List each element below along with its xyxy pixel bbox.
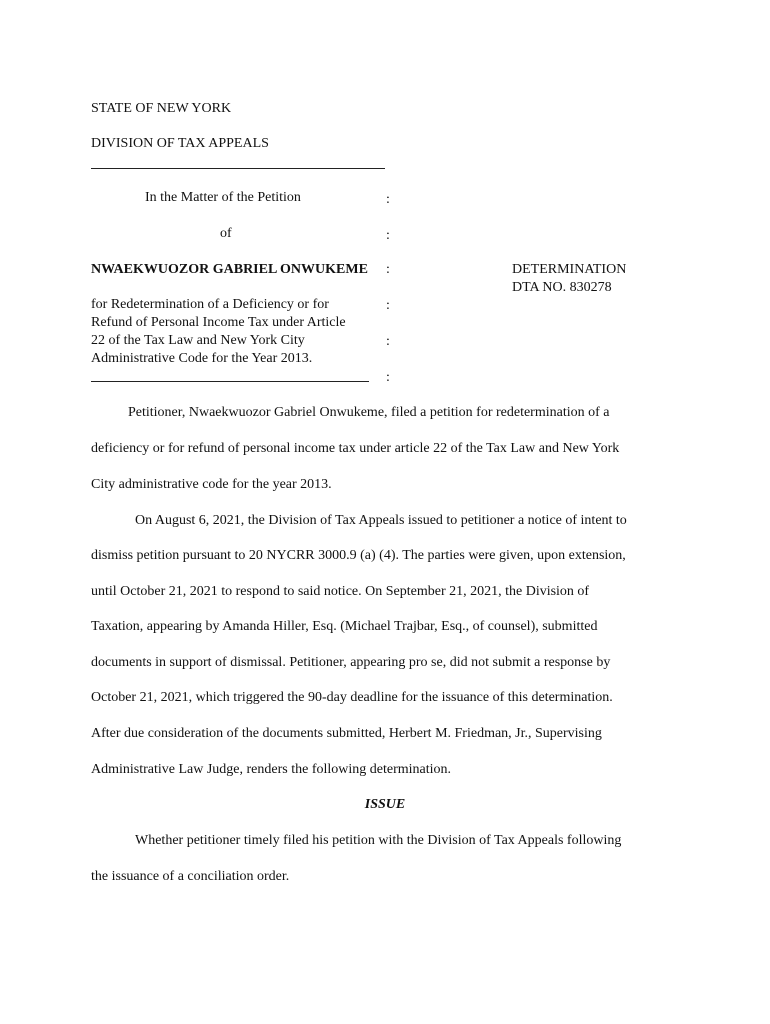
body-line: documents in support of dismissal. Petitioner, appearing pro se, did not submit a response by [91,655,611,670]
header-divider [91,168,385,169]
body-line: Taxation, appearing by Amanda Hiller, Esq. (Michael Trajbar, Esq., of counsel), submitted [91,619,598,634]
dta-number: DTA NO. 830278 [512,280,612,295]
caption-colon: : [386,192,390,207]
body-line: After due consideration of the documents submitted, Herbert M. Friedman, Jr., Supervising [91,726,602,741]
matter-line: In the Matter of the Petition [145,190,301,205]
issue-line: Whether petitioner timely filed his petition with the Division of Tax Appeals following [135,833,622,848]
body-line: City administrative code for the year 2013. [91,477,332,492]
caption-colon: : [386,228,390,243]
body-line: Administrative Law Judge, renders the following determination. [91,762,452,777]
caption-divider [91,381,369,382]
division-heading: DIVISION OF TAX APPEALS [91,136,269,151]
body-line: October 21, 2021, which triggered the 90-day deadline for the issuance of this determination. [91,690,613,705]
issue-line: the issuance of a conciliation order. [91,869,290,884]
purpose-line: Refund of Personal Income Tax under Article [91,315,346,330]
issue-heading: ISSUE [364,797,406,812]
body-line: dismiss petition pursuant to 20 NYCRR 3000.9 (a) (4). The parties were given, upon extension, [91,548,626,563]
caption-colon: : [386,334,390,349]
body-line: deficiency or for refund of personal income tax under article 22 of the Tax Law and New York [91,441,620,456]
document-type: DETERMINATION [512,262,627,277]
body-line: Petitioner, Nwaekwuozor Gabriel Onwukeme, filed a petition for redetermination of a [128,405,610,420]
caption-colon: : [386,262,390,277]
purpose-line: Administrative Code for the Year 2013. [91,351,313,366]
caption-colon: : [386,298,390,313]
purpose-line: 22 of the Tax Law and New York City [91,333,305,348]
purpose-line: for Redetermination of a Deficiency or for [91,297,329,312]
body-line: until October 21, 2021 to respond to said notice. On September 21, 2021, the Division of [91,584,590,599]
of-line: of [220,226,232,241]
petitioner-name: NWAEKWUOZOR GABRIEL ONWUKEME [91,262,368,277]
caption-colon: : [386,370,390,385]
state-heading: STATE OF NEW YORK [91,101,232,116]
body-line: On August 6, 2021, the Division of Tax Appeals issued to petitioner a notice of intent to [135,513,627,528]
